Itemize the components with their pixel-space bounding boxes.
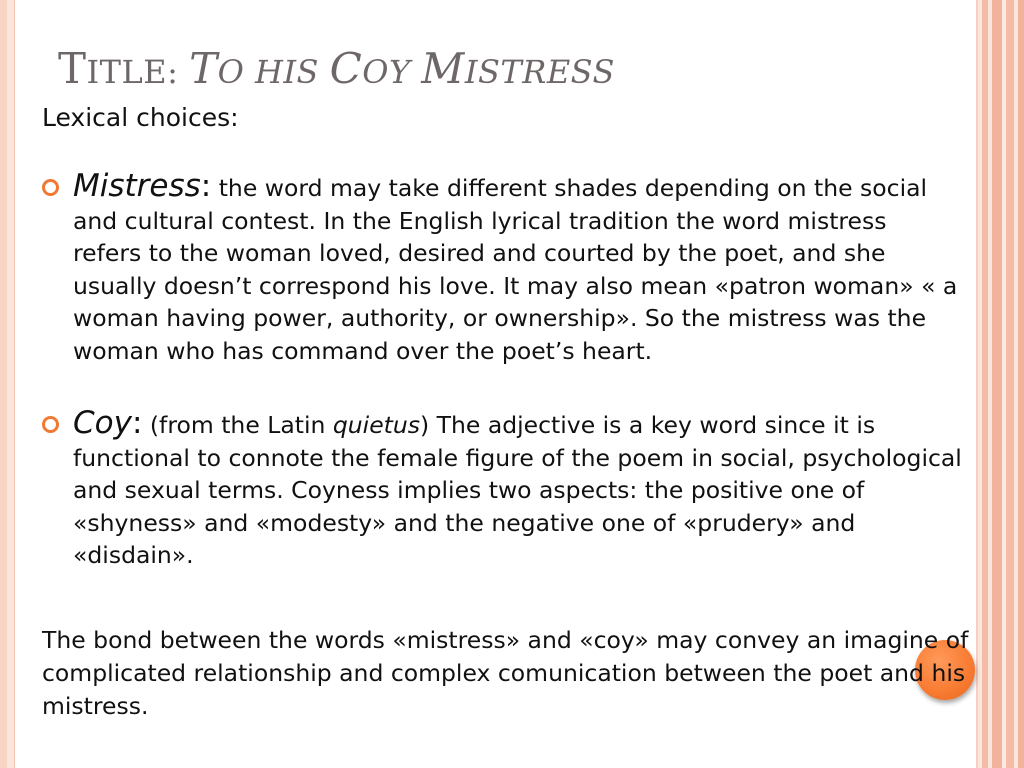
- bullet-ring-icon: [42, 179, 59, 196]
- bullet-ring-icon: [42, 416, 59, 433]
- bullet-text: Coy: (from the Latin quietus) The adjective is a key word since it is functional to connote the female figure of the poem in social, psychological and sexual terms. Coyness implies two aspects: the positive one of «shyness» and «modesty» and the negative one of «prudery» and «disdain».: [73, 405, 962, 569]
- latin-word: quietus: [332, 411, 421, 439]
- slide-title: TITLE: TO HIS COY MISTRESS: [58, 44, 615, 93]
- bullet-term: Mistress: [73, 168, 201, 204]
- closing-paragraph: The bond between the words «mistress» and «coy» may convey an imagine of complicated relationship and complex comunication between the poet and his mistress.: [42, 626, 969, 720]
- left-border-decoration: [0, 0, 14, 768]
- bullet-coy: [42, 407, 962, 572]
- bullet-mistress: [42, 170, 962, 367]
- right-stripes-decoration: [978, 0, 1024, 768]
- bullet-text: Mistress: the word may take different shades depending on the social and cultural contest. In the English lyrical tradition the word mistress refers to the woman loved, desired and courted by the poet, and she usually doesn’t correspond his love. It may also mean «patron woman» « a woman having power, authority, or ownership». So the mistress was the woman who has command over the poet’s heart.: [73, 168, 958, 365]
- bullet-term: Coy: [73, 405, 132, 441]
- left-border-line: [14, 0, 15, 768]
- section-heading: Lexical choices:: [42, 103, 239, 132]
